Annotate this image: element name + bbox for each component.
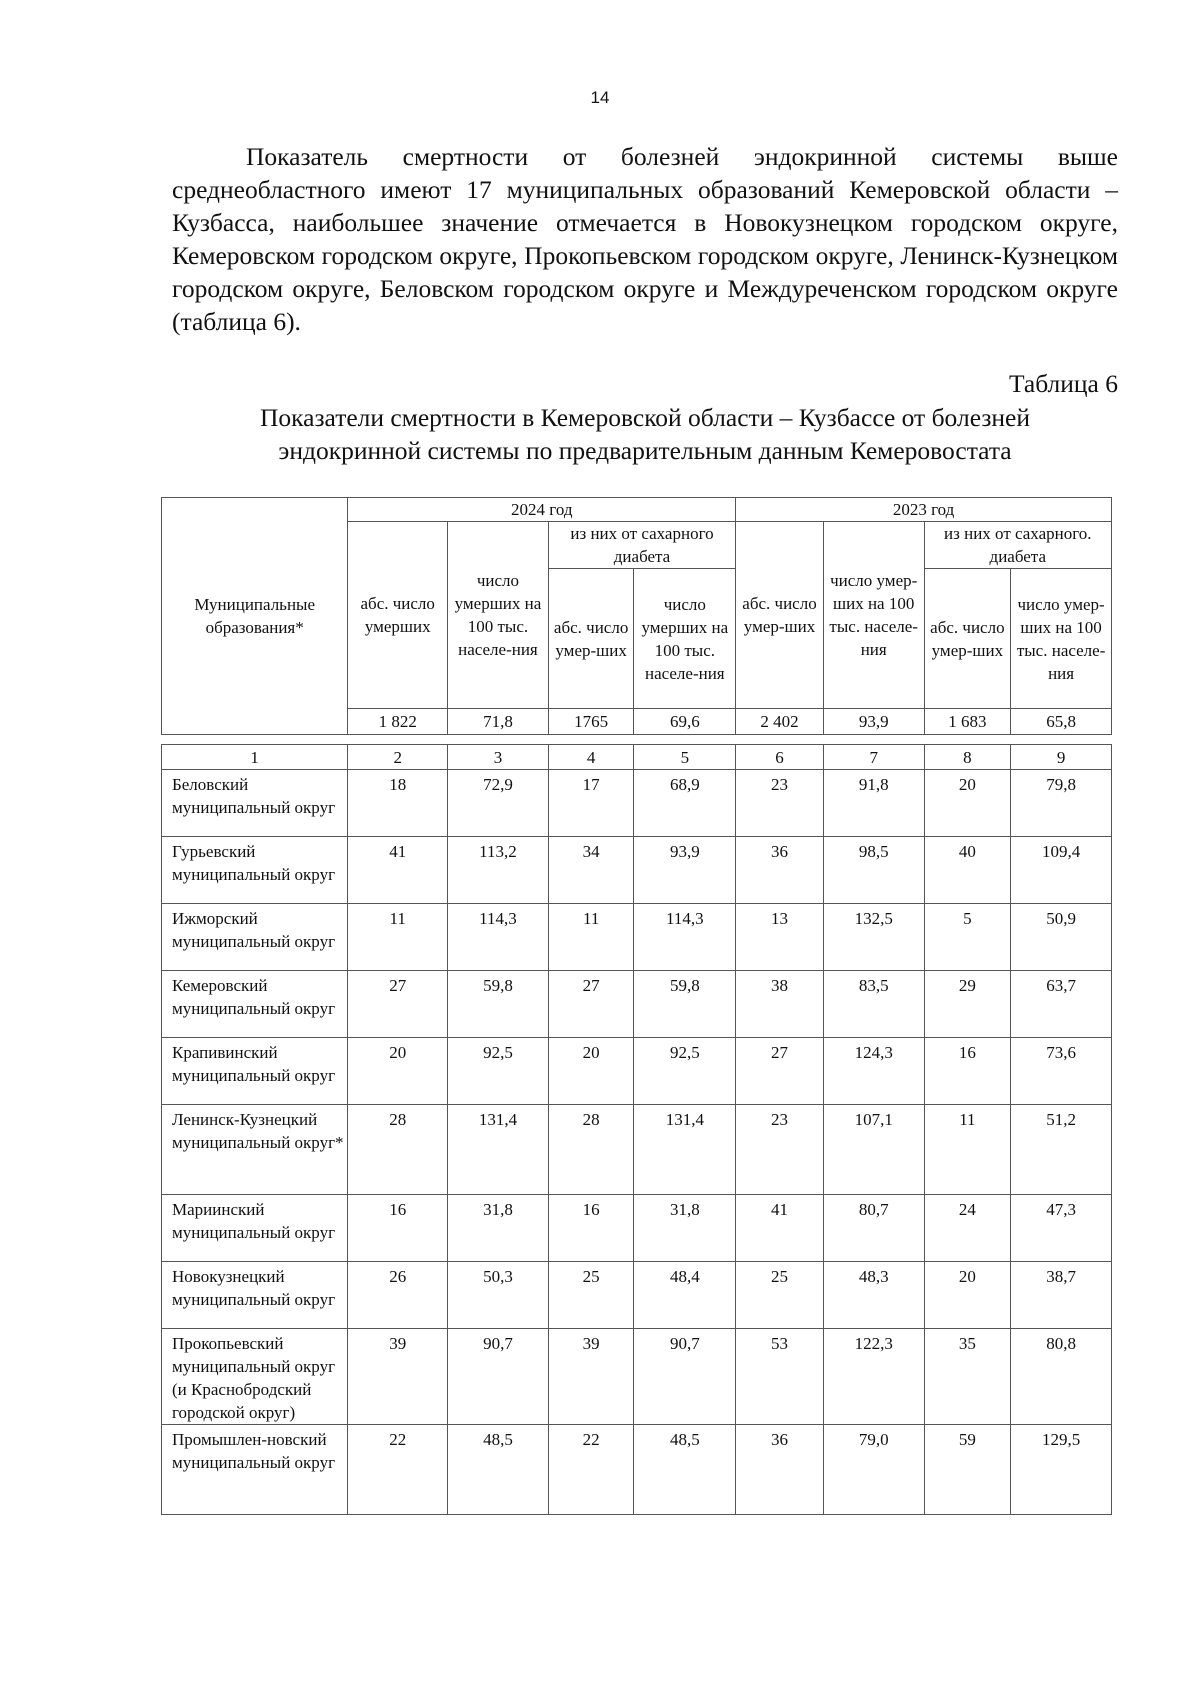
column-number: 9 — [1011, 745, 1112, 770]
cell: 22 — [548, 1425, 634, 1515]
cell: 16 — [348, 1195, 448, 1262]
table-title-line2: эндокринной системы по предварительным данным Кемеровостата — [278, 436, 1012, 465]
cell: 124,3 — [823, 1038, 924, 1105]
cell: 31,8 — [448, 1195, 549, 1262]
column-number: 2 — [348, 745, 448, 770]
table-row — [162, 1038, 1112, 1105]
cell: 59,8 — [634, 971, 736, 1038]
cell: 59 — [924, 1425, 1011, 1515]
table-row — [162, 1262, 1112, 1329]
cell: 18 — [348, 770, 448, 837]
cell: 5 — [924, 904, 1011, 971]
cell: 20 — [924, 1262, 1011, 1329]
cell: 72,9 — [448, 770, 549, 837]
cell: 24 — [924, 1195, 1011, 1262]
cell: 27 — [548, 971, 634, 1038]
cell: 132,5 — [823, 904, 924, 971]
total-value: 65,8 — [1011, 709, 1112, 735]
cell: 48,5 — [634, 1425, 736, 1515]
cell: 31,8 — [634, 1195, 736, 1262]
cell: 93,9 — [634, 837, 736, 904]
row-name: Прокопьевский муниципальный округ (и Краснобродский городской округ) — [162, 1329, 348, 1425]
column-number: 5 — [634, 745, 736, 770]
cell: 16 — [548, 1195, 634, 1262]
cell: 83,5 — [823, 971, 924, 1038]
header-municipal: Муниципальные образования* — [162, 498, 348, 735]
row-name: Гурьевский муниципальный округ — [162, 837, 348, 904]
table-row — [162, 1195, 1112, 1262]
cell: 39 — [548, 1329, 634, 1425]
cell: 27 — [348, 971, 448, 1038]
cell: 23 — [736, 1105, 824, 1195]
header-abs-2024: абс. число умерших — [348, 522, 448, 709]
column-number-row — [162, 745, 1112, 770]
cell: 79,8 — [1011, 770, 1112, 837]
cell: 48,3 — [823, 1262, 924, 1329]
cell: 114,3 — [634, 904, 736, 971]
header-year-2024: 2024 год — [348, 498, 736, 522]
cell: 26 — [348, 1262, 448, 1329]
cell: 20 — [924, 770, 1011, 837]
table-row — [162, 1105, 1112, 1195]
header-diabetes-2023: из них от сахарного. диабета — [924, 522, 1111, 569]
header-diab-abs-2023: абс. число умер-ших — [924, 569, 1011, 709]
header-year-2023: 2023 год — [736, 498, 1112, 522]
header-diab-abs-2024: абс. число умер-ших — [548, 569, 634, 709]
cell: 35 — [924, 1329, 1011, 1425]
total-value: 1 683 — [924, 709, 1011, 735]
total-value: 1 822 — [348, 709, 448, 735]
cell: 29 — [924, 971, 1011, 1038]
cell: 114,3 — [448, 904, 549, 971]
table-row — [162, 837, 1112, 904]
cell: 25 — [548, 1262, 634, 1329]
cell: 23 — [736, 770, 824, 837]
cell: 122,3 — [823, 1329, 924, 1425]
cell: 80,8 — [1011, 1329, 1112, 1425]
cell: 36 — [736, 837, 824, 904]
total-value: 71,8 — [448, 709, 549, 735]
header-rate-2024: число умерших на 100 тыс. населе-ния — [448, 522, 549, 709]
cell: 68,9 — [634, 770, 736, 837]
cell: 41 — [736, 1195, 824, 1262]
cell: 129,5 — [1011, 1425, 1112, 1515]
total-value: 69,6 — [634, 709, 736, 735]
cell: 50,3 — [448, 1262, 549, 1329]
cell: 80,7 — [823, 1195, 924, 1262]
cell: 20 — [548, 1038, 634, 1105]
cell: 92,5 — [448, 1038, 549, 1105]
row-name: Новокузнецкий муниципальный округ — [162, 1262, 348, 1329]
cell: 91,8 — [823, 770, 924, 837]
header-rate-2023: число умер-ших на 100 тыс. населе-ния — [823, 522, 924, 709]
cell: 27 — [736, 1038, 824, 1105]
cell: 98,5 — [823, 837, 924, 904]
intro-paragraph: Показатель смертности от болезней эндокринной системы выше среднеобластного имеют 17 муниципальных образований Кемеровской области – Кузбасса, наибольшее значение отмечается в Новокузнецком городском округе, Кемеровском городском округе, Прокопьевском городском округе, Ленинск-Кузнецком городском округе, Беловском городском округе и Междуреченском городском округе (таблица 6). — [172, 142, 1118, 336]
column-number: 7 — [823, 745, 924, 770]
data-table — [161, 744, 1112, 1515]
header-diab-rate-2023: число умер-ших на 100 тыс. населе-ния — [1011, 569, 1112, 709]
cell: 39 — [348, 1329, 448, 1425]
cell: 50,9 — [1011, 904, 1112, 971]
row-name: Крапивинский муниципальный округ — [162, 1038, 348, 1105]
total-value: 1765 — [548, 709, 634, 735]
cell: 79,0 — [823, 1425, 924, 1515]
table-header — [161, 497, 1112, 735]
cell: 28 — [548, 1105, 634, 1195]
cell: 38 — [736, 971, 824, 1038]
table-row — [162, 904, 1112, 971]
cell: 113,2 — [448, 837, 549, 904]
row-name: Мариинский муниципальный округ — [162, 1195, 348, 1262]
header-abs-2023: абс. число умер-ших — [736, 522, 824, 709]
cell: 63,7 — [1011, 971, 1112, 1038]
cell: 53 — [736, 1329, 824, 1425]
cell: 11 — [924, 1105, 1011, 1195]
cell: 109,4 — [1011, 837, 1112, 904]
table-row — [162, 1425, 1112, 1515]
cell: 17 — [548, 770, 634, 837]
cell: 90,7 — [634, 1329, 736, 1425]
cell: 11 — [548, 904, 634, 971]
table-label: Таблица 6 — [1008, 369, 1118, 398]
total-value: 2 402 — [736, 709, 824, 735]
cell: 48,4 — [634, 1262, 736, 1329]
column-number: 8 — [924, 745, 1011, 770]
header-diabetes-2024: из них от сахарного диабета — [548, 522, 735, 569]
cell: 131,4 — [634, 1105, 736, 1195]
cell: 107,1 — [823, 1105, 924, 1195]
cell: 48,5 — [448, 1425, 549, 1515]
cell: 40 — [924, 837, 1011, 904]
cell: 20 — [348, 1038, 448, 1105]
row-name: Ленинск-Кузнецкий муниципальный округ* — [162, 1105, 348, 1195]
cell: 90,7 — [448, 1329, 549, 1425]
cell: 13 — [736, 904, 824, 971]
column-number: 3 — [448, 745, 549, 770]
table-title-line1: Показатели смертности в Кемеровской области – Кузбассе от болезней — [259, 403, 1031, 432]
cell: 34 — [548, 837, 634, 904]
page-number: 14 — [590, 88, 610, 107]
cell: 36 — [736, 1425, 824, 1515]
cell: 22 — [348, 1425, 448, 1515]
table-row — [162, 971, 1112, 1038]
cell: 11 — [348, 904, 448, 971]
cell: 92,5 — [634, 1038, 736, 1105]
header-diab-rate-2024: число умерших на 100 тыс. населе-ния — [634, 569, 736, 709]
row-name: Кемеровский муниципальный округ — [162, 971, 348, 1038]
column-number: 6 — [736, 745, 824, 770]
cell: 28 — [348, 1105, 448, 1195]
row-name: Промышлен-новский муниципальный округ — [162, 1425, 348, 1515]
column-number: 4 — [548, 745, 634, 770]
table-title — [172, 401, 1118, 467]
cell: 41 — [348, 837, 448, 904]
cell: 131,4 — [448, 1105, 549, 1195]
column-number: 1 — [162, 745, 348, 770]
table-row — [162, 1329, 1112, 1425]
row-name: Ижморский муниципальный округ — [162, 904, 348, 971]
cell: 51,2 — [1011, 1105, 1112, 1195]
cell: 16 — [924, 1038, 1011, 1105]
table-row — [162, 770, 1112, 837]
cell: 73,6 — [1011, 1038, 1112, 1105]
cell: 25 — [736, 1262, 824, 1329]
cell: 59,8 — [448, 971, 549, 1038]
row-name: Беловский муниципальный округ — [162, 770, 348, 837]
total-value: 93,9 — [823, 709, 924, 735]
cell: 38,7 — [1011, 1262, 1112, 1329]
cell: 47,3 — [1011, 1195, 1112, 1262]
